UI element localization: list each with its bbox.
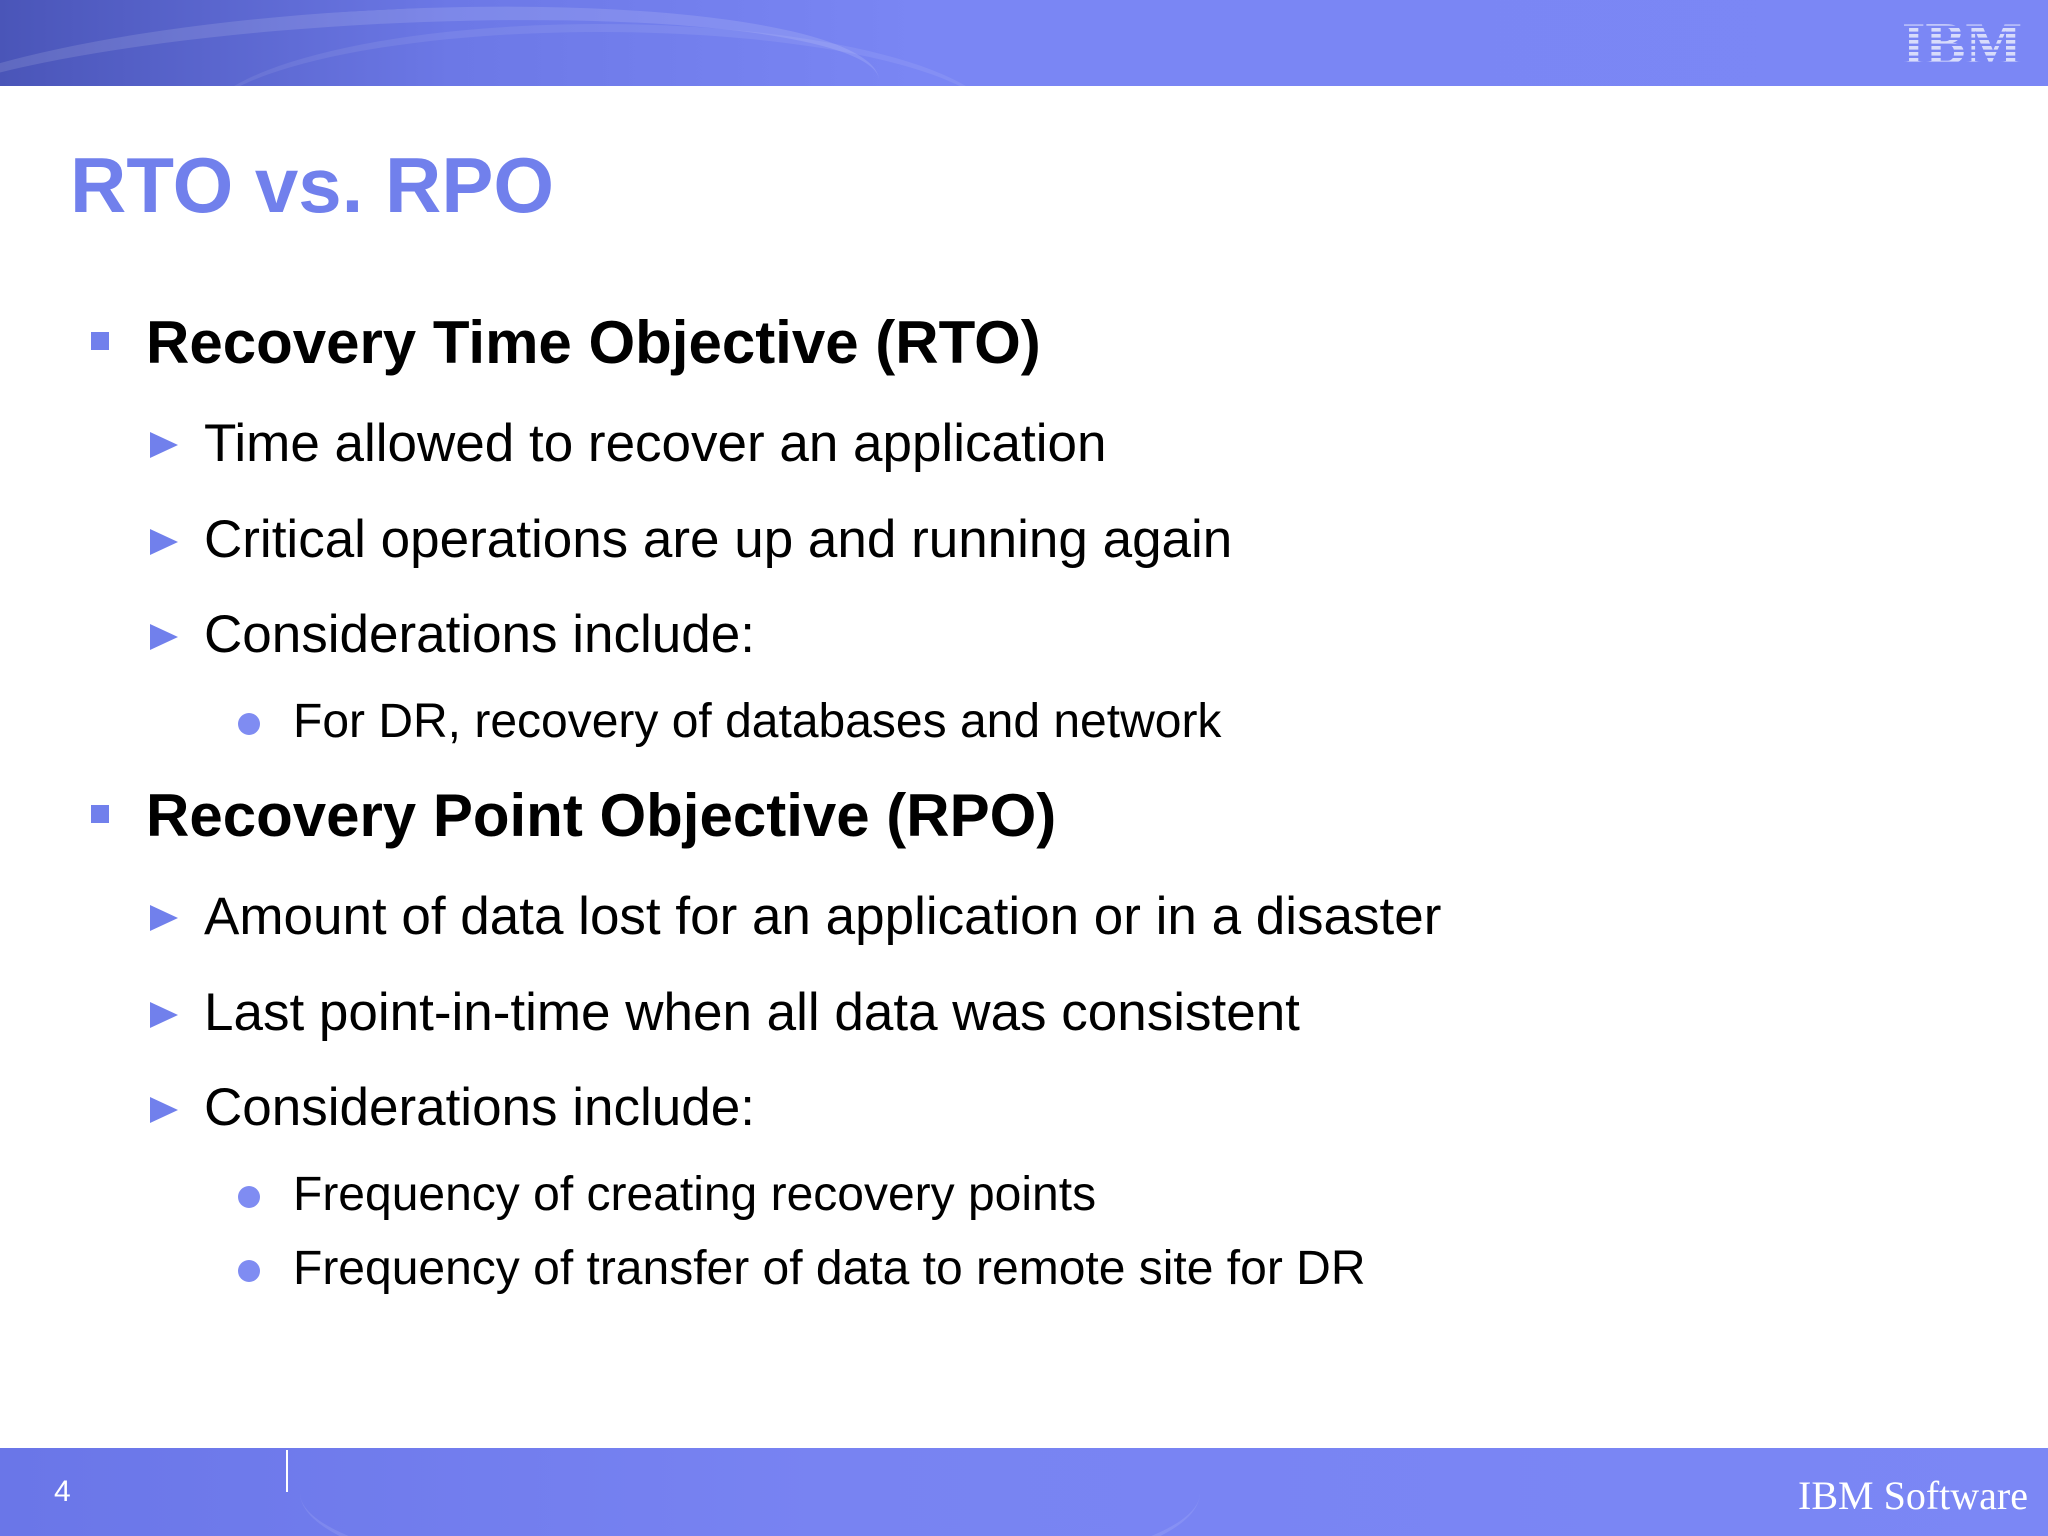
dot-bullet-icon [238,1260,260,1282]
svg-text:IBM: IBM [1902,11,2022,72]
slide-title: RTO vs. RPO [70,141,555,229]
triangle-bullet-icon [150,529,178,555]
list-item: Considerations include: [204,605,755,664]
list-item: Amount of data lost for an application or in a disaster [204,887,1442,946]
header-bar [0,0,2048,86]
square-bullet-icon [91,332,109,350]
triangle-bullet-icon [150,1097,178,1123]
triangle-bullet-icon [150,432,178,458]
sub-list-item: For DR, recovery of databases and network [293,695,1222,748]
list-item: Critical operations are up and running again [204,510,1233,569]
triangle-bullet-icon [150,905,178,931]
dot-bullet-icon [238,713,260,735]
dot-bullet-icon [238,1186,260,1208]
footer-brand-text: IBM Software [1798,1473,2028,1518]
footer-divider [286,1450,288,1492]
page-number: 4 [54,1475,71,1508]
list-item: Considerations include: [204,1078,755,1137]
square-bullet-icon [91,805,109,823]
triangle-bullet-icon [150,1002,178,1028]
sub-list-item: Frequency of creating recovery points [293,1168,1097,1221]
section-heading-rto: Recovery Time Objective (RTO) [146,309,1041,376]
list-item: Last point-in-time when all data was consistent [204,983,1300,1042]
section-heading-rpo: Recovery Point Objective (RPO) [146,782,1057,849]
triangle-bullet-icon [150,624,178,650]
footer-bar [0,1448,2048,1536]
footer-swoosh-decoration [300,1448,1200,1536]
ibm-logo-icon [1892,10,2032,72]
sub-list-item: Frequency of transfer of data to remote site for DR [293,1242,1366,1295]
list-item: Time allowed to recover an application [204,414,1107,473]
